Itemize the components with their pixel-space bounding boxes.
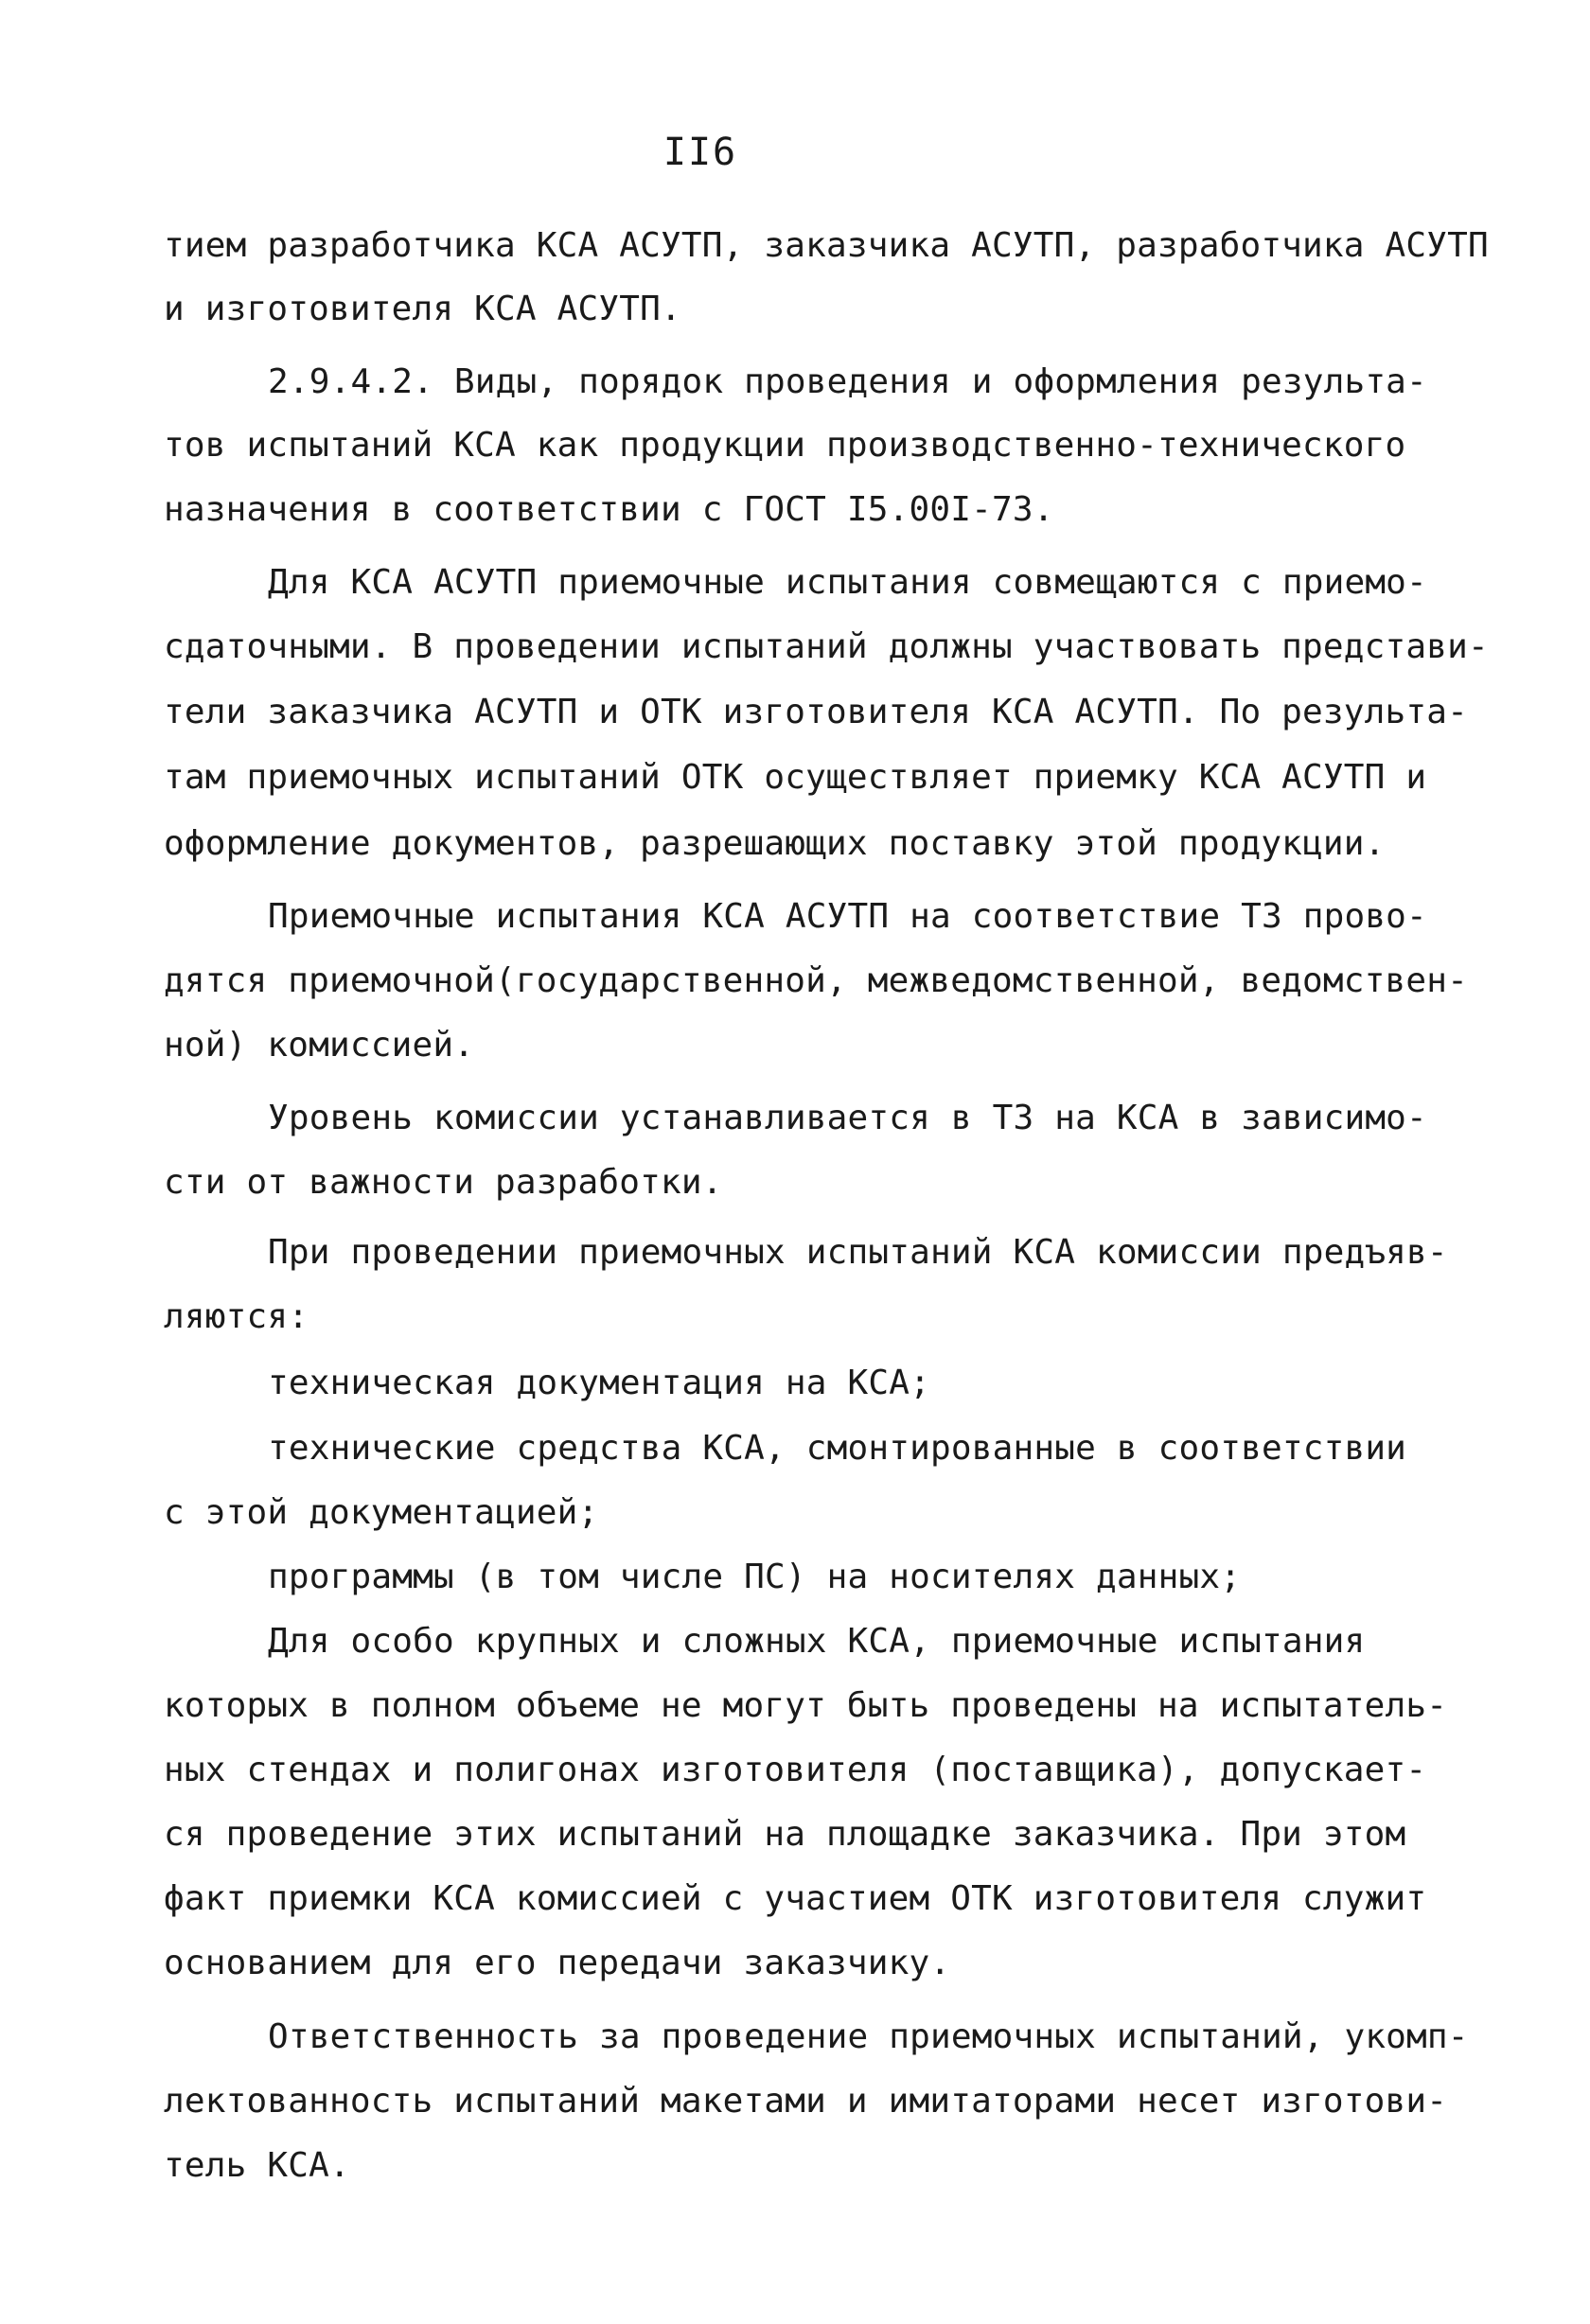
text-line: основанием для его передачи заказчику. [164,1944,951,1982]
text-line: и изготовителя КСА АСУТП. [164,290,681,328]
text-line: тель КСА. [164,2146,350,2185]
list-item: техническая документация на КСА; [268,1364,930,1402]
text-line: Для КСА АСУТП приемочные испытания совмещаются с приемо- [268,563,1427,602]
text-line: Ответственность за проведение приемочных испытаний, укомп- [268,2017,1469,2056]
text-line: ляются: [164,1297,309,1336]
text-line: которых в полном объеме не могут быть проведены на испытатель- [164,1686,1448,1725]
text-line: факт приемки КСА комиссией с участием ОТК изготовителя служит [164,1879,1427,1918]
text-line: тов испытаний КСА как продукции производственно-технического [164,426,1406,465]
list-item: с этой документацией; [164,1493,599,1532]
list-item: технические средства КСА, смонтированные в соответствии [268,1429,1407,1468]
text-line: там приемочных испытаний ОТК осуществляет приемку КСА АСУТП и [164,758,1427,797]
text-line: Приемочные испытания КСА АСУТП на соответствие ТЗ прово- [268,897,1427,936]
text-line: 2.9.4.2. Виды, порядок проведения и оформления результа- [268,362,1427,401]
text-line: дятся приемочной(государственной, межведомственной, ведомствен- [164,961,1469,1000]
page-number: II6 [662,131,738,174]
text-line: тели заказчика АСУТП и ОТК изготовителя КСА АСУТП. По результа- [164,693,1469,731]
text-line: ной) комиссией. [164,1026,475,1065]
text-line: назначения в соответствии с ГОСТ I5.00I-73. [164,490,1054,529]
text-line: Уровень комиссии устанавливается в ТЗ на КСА в зависимо- [268,1099,1427,1137]
text-line: сдаточными. В проведении испытаний должны участвовать представи- [164,627,1489,666]
text-line: Для особо крупных и сложных КСА, приемочные испытания [268,1622,1366,1661]
text-line: сти от важности разработки. [164,1163,723,1202]
list-item: программы (в том числе ПС) на носителях данных; [268,1558,1242,1596]
text-line: лектованность испытаний макетами и имитаторами несет изготови- [164,2082,1448,2121]
text-line: тием разработчика КСА АСУТП, заказчика АСУТП, разработчика АСУТП [164,226,1489,265]
text-line: При проведении приемочных испытаний КСА комиссии предъяв- [268,1233,1448,1272]
text-line: оформление документов, разрешающих поставку этой продукции. [164,824,1386,863]
text-line: ных стендах и полигонах изготовителя (поставщика), допускает- [164,1751,1427,1789]
text-line: ся проведение этих испытаний на площадке заказчика. При этом [164,1815,1406,1854]
